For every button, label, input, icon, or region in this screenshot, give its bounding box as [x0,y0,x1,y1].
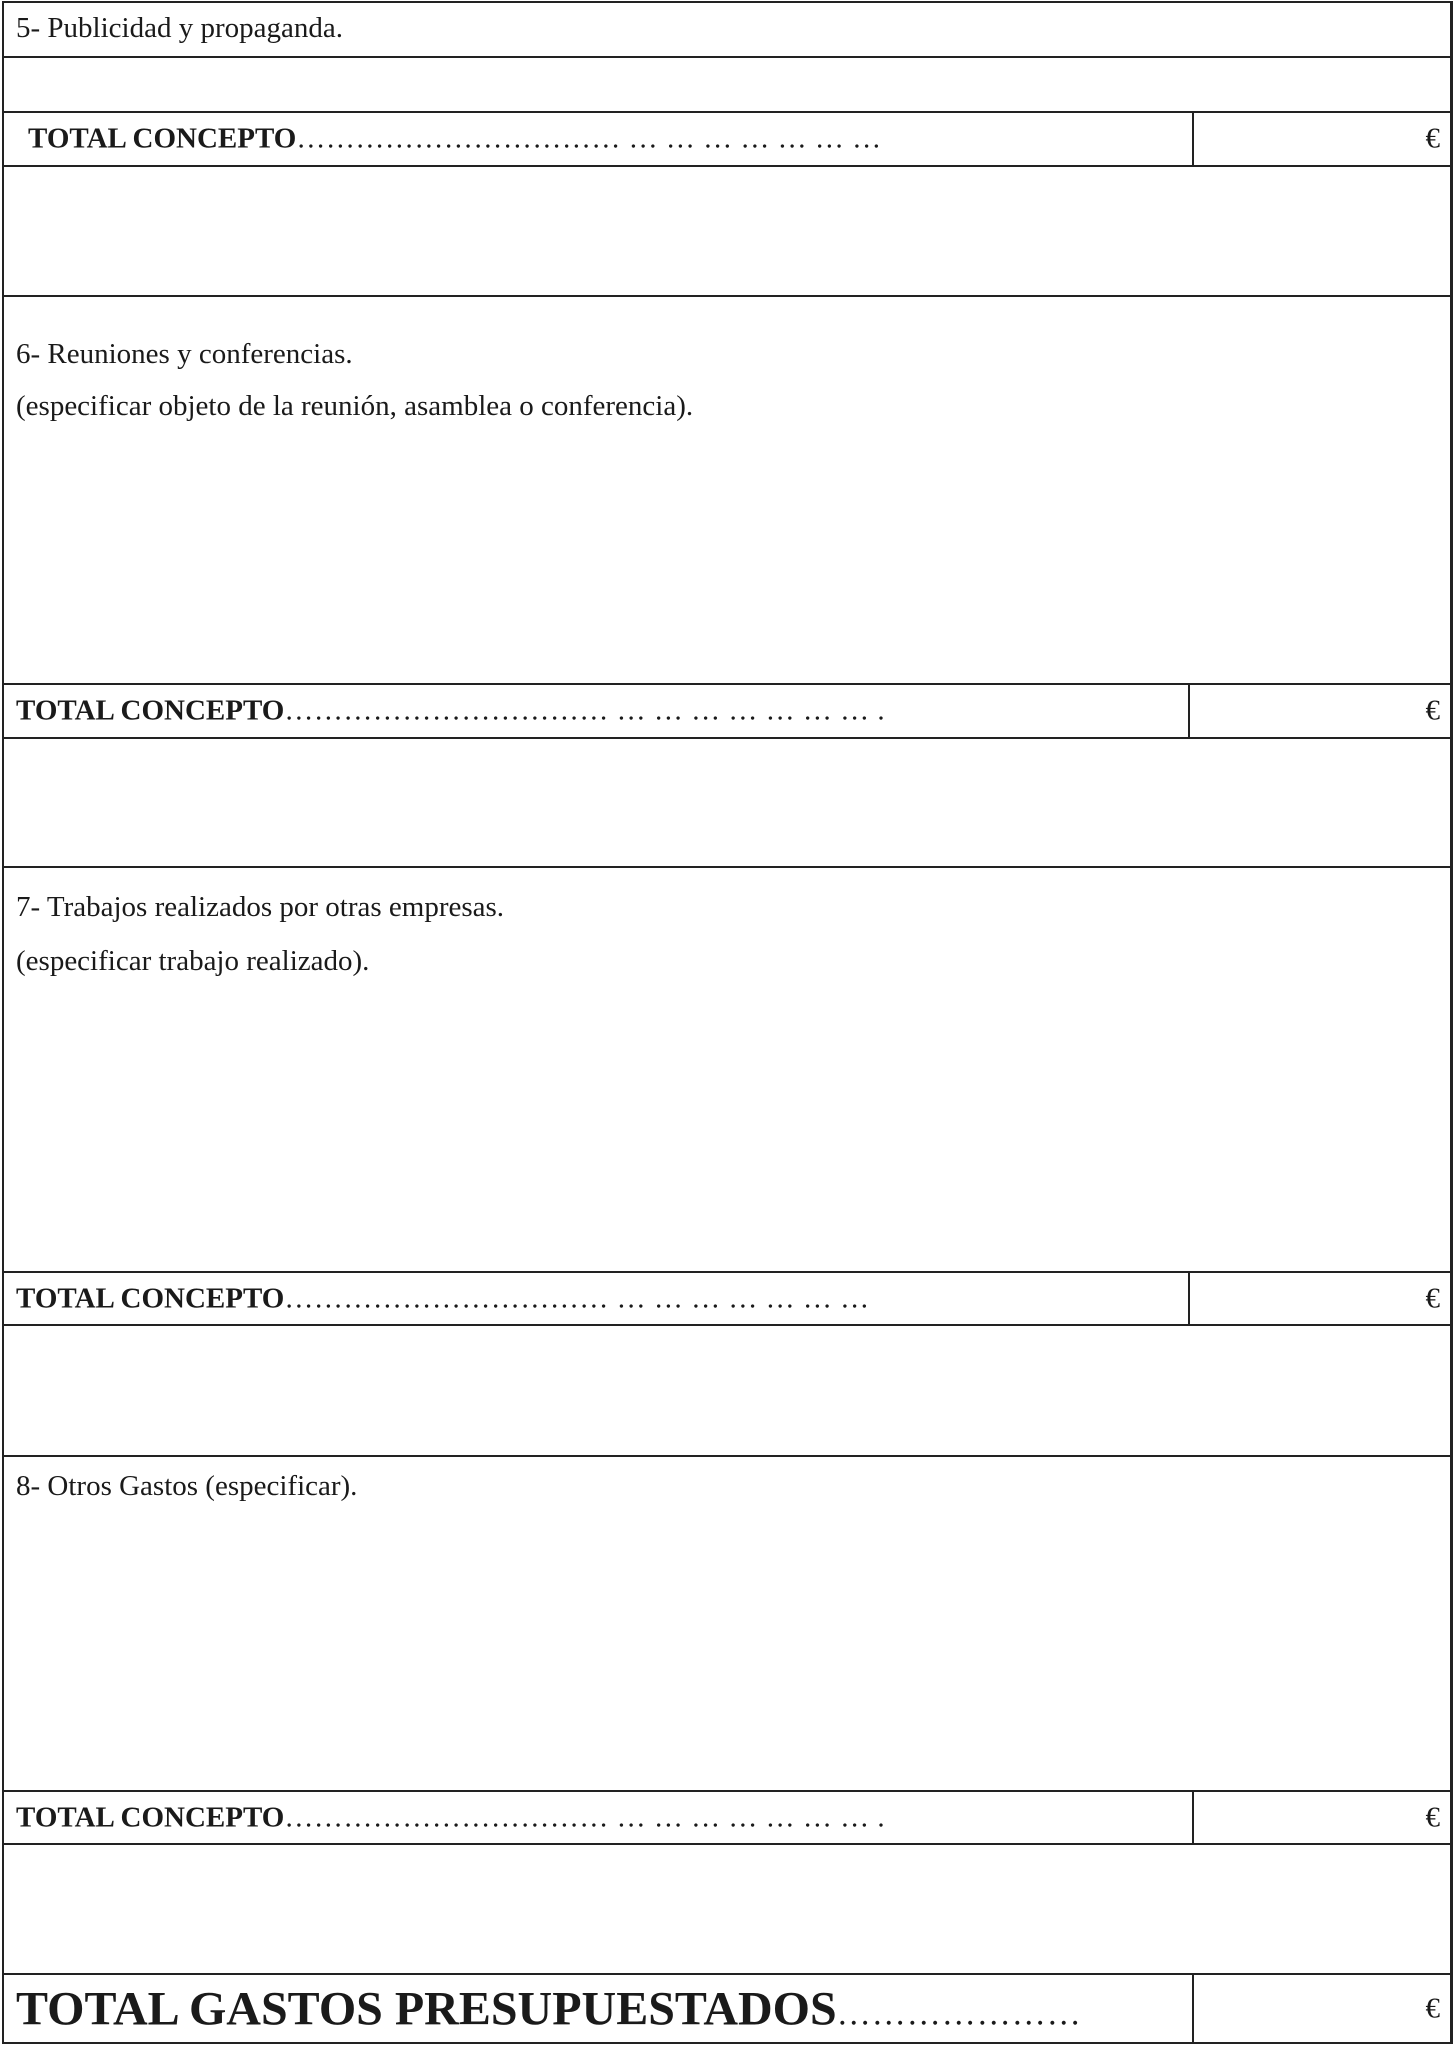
section-6-title: 6- Reuniones y conferencias. [16,338,353,370]
euro-sign: € [1425,1282,1440,1314]
leader-dots: …………………………… … … … … … … … [284,1282,870,1314]
section-6-block[interactable] [4,297,1450,685]
total-concepto-label: TOTAL CONCEPTO [28,122,297,155]
spacer-row [4,739,1450,868]
section-7-title: 7- Trabajos realizados por otras empresas. [16,891,505,923]
section-8-block[interactable] [4,1457,1450,1792]
total-concepto-label: TOTAL CONCEPTO [16,694,285,727]
section-5-header [4,3,1450,58]
section-5-total-label [28,123,882,156]
section-7-total-row [4,1273,1450,1326]
section-6-total-label [16,695,885,728]
section-5-title: 5- Publicidad y propaganda. [16,12,343,44]
section-8-total-label [16,1801,885,1834]
leader-dots: …………………………… … … … … … … … [296,122,882,155]
euro-sign: € [1425,1992,1440,2024]
euro-sign: € [1425,694,1440,727]
spacer-row [4,1845,1450,1975]
section-5-entry[interactable] [4,58,1450,113]
budget-form [2,1,1453,2044]
grand-total-amount[interactable] [1192,1975,1450,2042]
section-6-note: (especificar objeto de la reunión, asamblea o conferencia). [16,390,694,422]
section-8-total-row [4,1792,1450,1845]
section-7-block[interactable] [4,868,1450,1273]
euro-sign: € [1425,122,1440,155]
leader-dots: …………………………… … … … … … … … . [284,1801,886,1833]
section-5-total-row [4,113,1450,167]
section-7-total-amount[interactable] [1188,1273,1450,1324]
section-5-total-amount[interactable] [1192,113,1450,165]
grand-total-title: TOTAL GASTOS PRESUPUESTADOS [16,1982,837,2035]
section-8-title: 8- Otros Gastos (especificar). [16,1470,358,1502]
leader-dots: …………………………… … … … … … … … . [284,694,886,727]
section-7-note: (especificar trabajo realizado). [16,945,370,977]
grand-total-row [4,1975,1450,2042]
section-8-total-amount[interactable] [1192,1792,1450,1843]
total-concepto-label: TOTAL CONCEPTO [16,1801,285,1833]
spacer-row [4,167,1450,297]
euro-sign: € [1425,1801,1440,1833]
leader-dots: ………………… [836,1995,1082,2032]
section-6-total-amount[interactable] [1188,685,1450,737]
section-7-total-label [16,1282,870,1315]
spacer-row [4,1326,1450,1457]
grand-total-label [16,1981,1082,2036]
total-concepto-label: TOTAL CONCEPTO [16,1282,285,1314]
section-6-total-row [4,685,1450,739]
